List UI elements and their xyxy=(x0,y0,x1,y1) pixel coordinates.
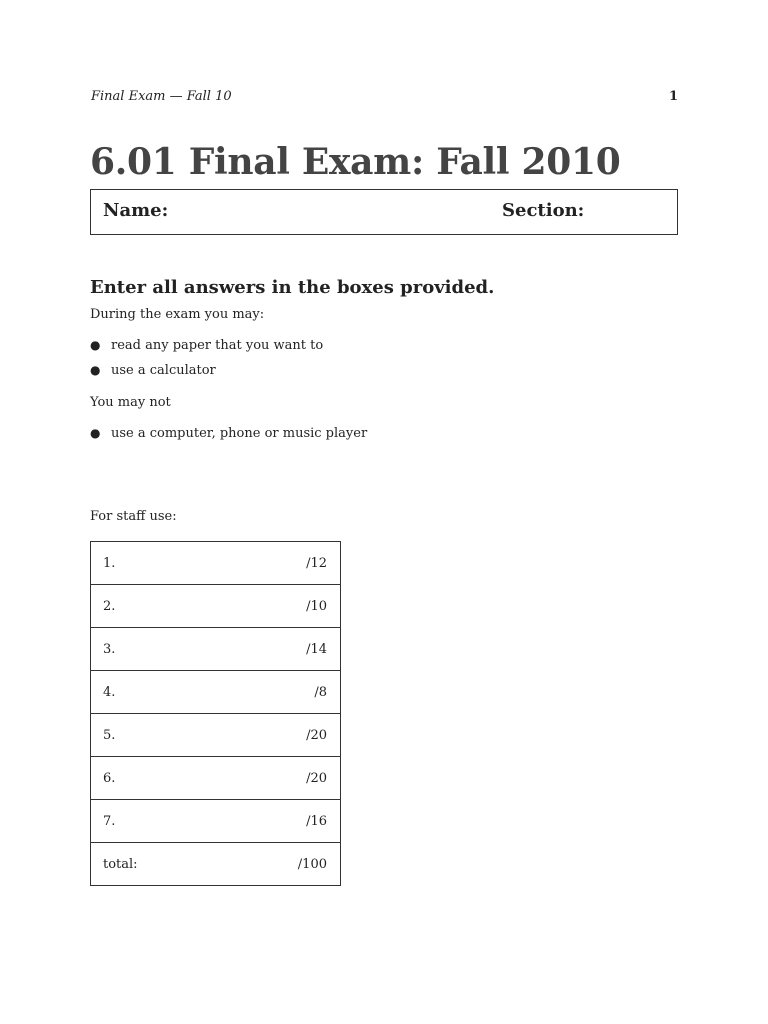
list-item-text: use a computer, phone or music player xyxy=(111,426,368,441)
problem-max-score: /8 xyxy=(221,671,340,714)
table-row-total xyxy=(91,843,341,886)
problem-label: 7. xyxy=(91,800,222,843)
total-max-score: /100 xyxy=(221,843,340,886)
staff-use-label: For staff use: xyxy=(90,509,177,524)
list-item xyxy=(90,426,367,451)
name-section-box[interactable] xyxy=(90,189,678,235)
list-item xyxy=(90,338,323,363)
problem-max-score: /20 xyxy=(221,757,340,800)
disallowed-list xyxy=(90,426,367,451)
score-table xyxy=(90,541,341,886)
problem-label: 3. xyxy=(91,628,222,671)
table-row xyxy=(91,757,341,800)
list-item-text: read any paper that you want to xyxy=(111,338,324,353)
page-number: 1 xyxy=(668,89,678,104)
problem-max-score: /14 xyxy=(221,628,340,671)
problem-label: 2. xyxy=(91,585,222,628)
page-title: 6.01 Final Exam: Fall 2010 xyxy=(90,141,621,183)
section-label: Section: xyxy=(502,200,585,221)
list-item xyxy=(90,363,323,388)
bullet-icon: ● xyxy=(90,426,101,440)
bullet-icon: ● xyxy=(90,363,101,377)
list-item-text: use a calculator xyxy=(111,363,216,378)
table-row xyxy=(91,628,341,671)
table-row xyxy=(91,542,341,585)
problem-label: 6. xyxy=(91,757,222,800)
problem-label: 1. xyxy=(91,542,222,585)
table-row xyxy=(91,671,341,714)
table-row xyxy=(91,800,341,843)
running-header xyxy=(91,89,678,109)
bullet-icon: ● xyxy=(90,338,101,352)
disallowed-intro: You may not xyxy=(90,395,171,410)
problem-label: 5. xyxy=(91,714,222,757)
problem-max-score: /10 xyxy=(221,585,340,628)
running-title: Final Exam — Fall 10 xyxy=(91,89,232,104)
allowed-intro: During the exam you may: xyxy=(90,307,265,322)
allowed-list xyxy=(90,338,323,388)
total-label: total: xyxy=(91,843,222,886)
table-row xyxy=(91,714,341,757)
problem-label: 4. xyxy=(91,671,222,714)
instructions-heading: Enter all answers in the boxes provided. xyxy=(90,277,495,298)
table-row xyxy=(91,585,341,628)
name-label: Name: xyxy=(103,200,169,221)
problem-max-score: /16 xyxy=(221,800,340,843)
problem-max-score: /20 xyxy=(221,714,340,757)
problem-max-score: /12 xyxy=(221,542,340,585)
